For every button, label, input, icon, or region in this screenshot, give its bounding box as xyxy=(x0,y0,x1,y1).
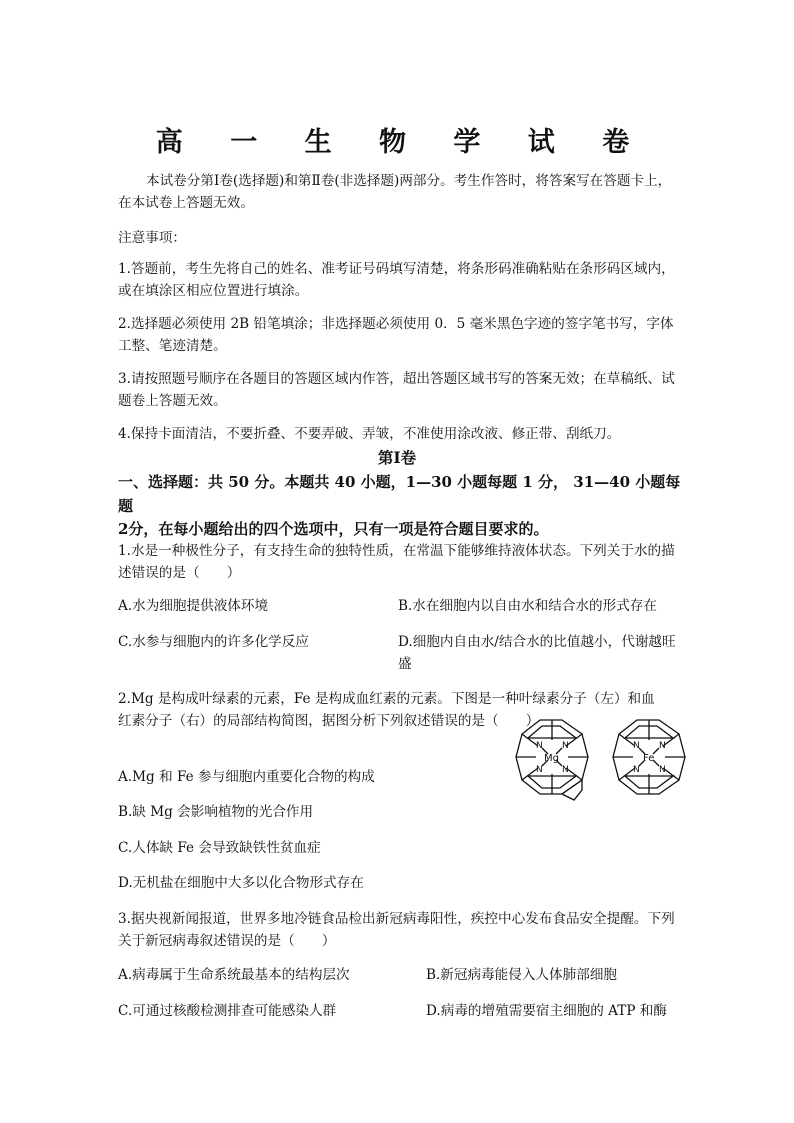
notes-heading: 注意事项： xyxy=(118,230,186,246)
n-atom-label-8: N xyxy=(659,765,666,775)
page-title: 高 一 生 物 学 试 卷 xyxy=(155,127,649,158)
question-1-stem: 1.水是一种极性分子，有支持生命的独特性质，在常温下能够维持液体状态。下列关于水的描述错误的是（ ） xyxy=(118,543,675,581)
note-1: 1.答题前，考生先将自己的姓名、准考证号码填写清楚，将条形码准确粘贴在条形码区域内，或在填涂区相应位置进行填涂。 xyxy=(118,261,675,299)
fe-label: Fe xyxy=(643,753,655,764)
question-2-stem: 2.Mg 是构成叶绿素的元素，Fe 是构成血红素的元素。下图是一种叶绿素分子（左）和血红素分子（右）的局部结构简图，据图分析下列叙述错误的是（ ） xyxy=(118,691,655,729)
q3-option-b: B.新冠病毒能侵入人体肺部细胞 xyxy=(426,967,618,983)
porphyrin-figure xyxy=(510,712,695,807)
note-4: 4.保持卡面清洁，不要折叠、不要弄破、弄皱，不准使用涂改液、修正带、刮纸刀。 xyxy=(118,426,621,442)
q2-option-b: B.缺 Mg 会影响植物的光合作用 xyxy=(118,804,314,820)
q1-option-d: D.细胞内自由水/结合水的比值越小，代谢越旺盛 xyxy=(398,634,676,672)
n-atom-label-4: N xyxy=(562,765,569,775)
n-atom-label-3: N xyxy=(536,765,543,775)
mg-label: Mg xyxy=(544,753,559,764)
q1-option-c: C.水参与细胞内的许多化学反应 xyxy=(118,634,309,650)
note-3: 3.请按照题号顺序在各题目的答题区域内作答，超出答题区域书写的答案无效；在草稿纸、试题卷上答题无效。 xyxy=(118,371,675,409)
n-atom-label-1: N xyxy=(536,741,543,751)
q2-option-c: C.人体缺 Fe 会导致缺铁性贫血症 xyxy=(118,840,321,856)
n-atom-label-2: N xyxy=(562,741,569,751)
volume-heading: 第Ⅰ卷 xyxy=(377,448,417,467)
n-atom-label-5: N xyxy=(633,741,640,751)
intro-paragraph: 本试卷分第Ⅰ卷(选择题)和第Ⅱ卷(非选择题)两部分。考生作答时，将答案写在答题卡上，在本试卷上答题无效。 xyxy=(118,173,672,211)
note-2: 2.选择题必须使用 2B 铅笔填涂；非选择题必须使用 0．5 毫米黑色字迹的签字笔书写，字体工整、笔迹清楚。 xyxy=(118,316,674,354)
q1-option-a: A.水为细胞提供液体环境 xyxy=(118,598,269,614)
q1-option-b: B.水在细胞内以自由水和结合水的形式存在 xyxy=(398,598,657,614)
question-3-stem: 3.据央视新闻报道，世界多地冷链食品检出新冠病毒阳性，疾控中心发布食品安全提醒。下列关于新冠病毒叙述错误的是（ ） xyxy=(118,911,675,949)
n-atom-label-6: N xyxy=(659,741,666,751)
q3-option-a: A.病毒属于生命系统最基本的结构层次 xyxy=(118,967,350,983)
q3-option-d: D.病毒的增殖需要宿主细胞的 ATP 和酶 xyxy=(426,1003,667,1019)
q3-option-c: C.可通过核酸检测排查可能感染人群 xyxy=(118,1003,337,1019)
section-heading: 一、选择题：共 50 分。本题共 40 小题，1—30 小题每题 1 分， 31—40 小题每题 xyxy=(118,473,681,515)
q2-option-d: D.无机盐在细胞中大多以化合物形式存在 xyxy=(118,875,364,891)
q2-option-a: A.Mg 和 Fe 参与细胞内重要化合物的构成 xyxy=(118,769,375,785)
section-heading-line2: 2分，在每小题给出的四个选项中，只有一项是符合题目要求的。 xyxy=(118,520,549,538)
n-atom-label-7: N xyxy=(633,765,640,775)
